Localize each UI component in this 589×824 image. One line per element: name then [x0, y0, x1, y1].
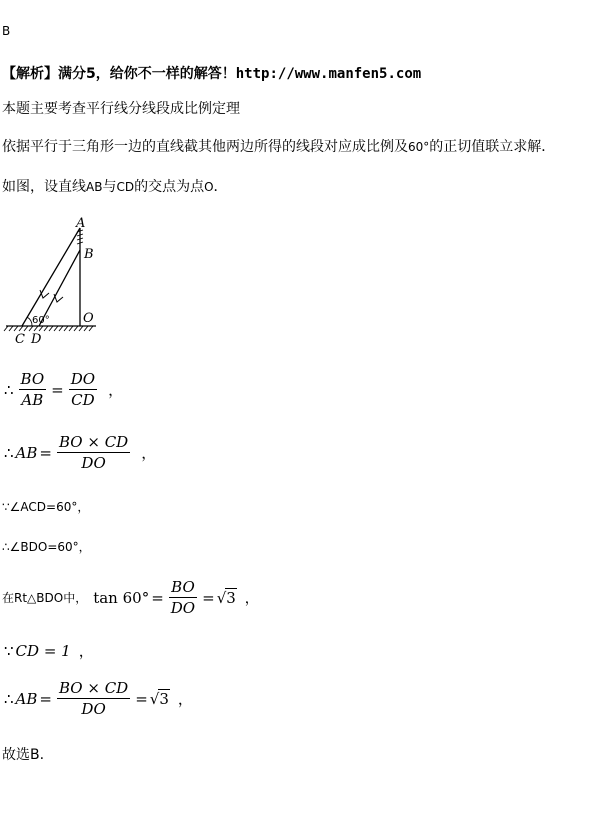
angle-label: 60° — [32, 315, 50, 326]
step-3: ∵∠ACD=60°， — [2, 500, 90, 514]
sqrt-3-final: √3 — [149, 689, 169, 708]
step-4: ∴∠BDO=60°， — [2, 540, 91, 554]
fraction-ab-final: $\frac{BO \times CD}{DO}$ — [58, 679, 129, 718]
ground-hatching — [4, 326, 93, 331]
step-5: 在Rt△BDO中， tan 60° = $\frac{BO}{DO}$ = √3 ， — [2, 578, 259, 617]
slogan: 满分5，给你不一样的解答！ — [58, 66, 236, 82]
fraction-ab: $\frac{BO \times CD}{DO}$ — [58, 433, 129, 472]
step-7: ∴ AB = $\frac{BO \times CD}{DO}$ = √3 ， — [4, 679, 193, 718]
answer-letter: B — [2, 24, 11, 38]
fraction-bo-ab: $\frac{BO}{AB}$ — [20, 370, 45, 409]
source-url: http://www.manfen5.com — [235, 66, 422, 82]
step-2: ∴ AB = $\frac{BO \times CD}{DO}$ ， — [4, 433, 157, 472]
ray-ac — [22, 228, 80, 326]
fraction-bo-do: $\frac{BO}{DO}$ — [170, 578, 196, 617]
analysis-label: 【解析】 — [2, 66, 58, 82]
sqrt-3: √3 — [216, 588, 236, 607]
setup-text: 如图，设直线AB与CD的交点为点O． — [2, 179, 228, 195]
label-a: A — [76, 216, 86, 231]
step-1: ∴ $\frac{BO}{AB}$ = $\frac{DO}{CD}$ ， — [4, 370, 124, 409]
method-text: 依据平行于三角形一边的直线截其他两边所得的线段对应成比例及60°的正切值联立求解． — [2, 139, 556, 155]
label-d: D — [31, 332, 42, 347]
step-6: ∵ CD = 1 ， — [4, 642, 94, 660]
conclusion: 故选B. — [2, 747, 45, 763]
analysis-header — [2, 63, 421, 83]
fraction-do-cd: $\frac{DO}{CD}$ — [70, 370, 96, 409]
arrow-ac-icon — [40, 290, 49, 298]
geometry-figure — [0, 214, 110, 349]
label-o: O — [83, 311, 94, 326]
topic-text: 本题主要考查平行线分线段成比例定理 — [2, 101, 240, 117]
label-b: B — [84, 247, 94, 262]
label-c: C — [15, 332, 25, 347]
